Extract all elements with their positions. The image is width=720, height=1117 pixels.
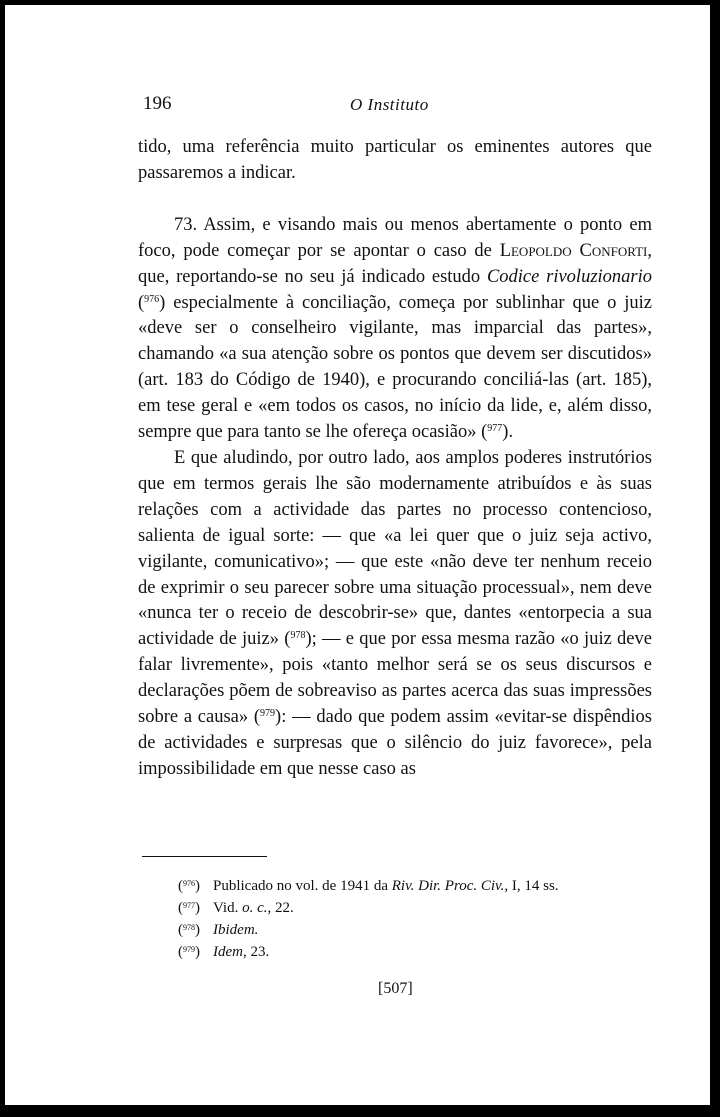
work-title: Codice rivoluzionario xyxy=(486,266,652,287)
document-page xyxy=(5,5,710,1105)
footnotes xyxy=(178,875,658,963)
page-number: 196 xyxy=(143,93,172,114)
footnote-ref: 977 xyxy=(487,423,503,435)
footnote-ref: 976 xyxy=(144,293,160,305)
footnote-ref: 978 xyxy=(290,630,306,642)
footnote-number: ($^{978}$) xyxy=(178,922,200,938)
body-text xyxy=(138,135,652,783)
footnote-text: , I, 14 ss. xyxy=(504,878,559,894)
footnote-italic: Idem xyxy=(213,944,243,960)
paragraph-text: , que, reportando-se no seu já indicado estudo xyxy=(138,240,652,287)
paragraph-text: E que aludindo, por outro lado, aos amplos poderes instrutórios que em termos gerais lhe são modernamente atribuídos e às suas relações com a actividade das partes no processo contencioso, salienta de igual sorte: — que «a lei quer que o juiz seja activo, vigilante, comunicativo»; — que este «não deve ter nenhum receio de exprimir o seu parecer sobre uma situação processual», nem deve «nunca ter o receio de descobrir-se» que, dantes «entorpecia a sua actividade de juiz» ( xyxy=(138,447,652,650)
paragraph-text: ) especialmente à conciliação, começa por sublinhar que o juiz «deve ser o conselheiro vigilante, mas imparcial das partes», chamando «a sua atenção sobre os pontos que devem ser discutidos» (art. 183 do Código de 1940), e procurando conciliá-las (art. 185), em tese geral e «em todos os casos, no início da lide, e, além disso, sempre que para tanto se lhe ofereça ocasião» ( xyxy=(138,292,652,443)
footnote-text: Vid. xyxy=(213,900,243,916)
footnote-italic: o. c. xyxy=(242,900,268,916)
footnote-text: , 23. xyxy=(243,944,270,960)
footnote-number: ($^{976}$) xyxy=(178,878,200,894)
footnote-number: ($^{977}$) xyxy=(178,900,200,916)
paragraph-text: tido, uma referência muito particular os eminentes autores que passaremos a indicar. xyxy=(138,137,652,183)
page-header xyxy=(138,93,656,123)
footnote-divider xyxy=(142,856,267,857)
footnote xyxy=(178,919,658,941)
paragraph-73 xyxy=(138,213,652,446)
footnote-italic: Riv. Dir. Proc. Civ. xyxy=(391,878,505,894)
footnote xyxy=(178,897,658,919)
paragraph-text: ). xyxy=(502,422,514,443)
footnote-italic: Ibidem. xyxy=(213,922,259,938)
paragraph-text: ( xyxy=(138,292,145,313)
footnote-ref: 979 xyxy=(260,708,276,720)
paragraph-continuation xyxy=(138,135,652,187)
paragraph xyxy=(138,446,652,783)
footnote xyxy=(178,941,658,963)
footnote-text: , 22. xyxy=(267,900,294,916)
paragraph-text: ); — e que por essa mesma razão «o juiz deve falar livremente», pois «tanto melhor será se os seus discursos e declarações põem de sobreaviso as partes acerca das suas impressões sobre a causa» ( xyxy=(138,629,652,728)
sheet-number: [507] xyxy=(378,980,413,997)
footnote-number: ($^{979}$) xyxy=(178,944,200,960)
running-head: O Instituto xyxy=(350,95,429,114)
paragraph-text: ): — dado que podem assim «evitar-se dispêndios de actividades e surpresas que o silêncio do juiz favorece», pela impossibilidade em que nesse caso as xyxy=(138,707,652,779)
footnote-text: Publicado no vol. de 1941 da xyxy=(213,878,392,894)
author-name: Leopoldo Conforti xyxy=(499,240,648,261)
paragraph-text: 73. Assim, e visando mais ou menos abertamente o ponto em foco, pode começar por se apontar o caso de xyxy=(138,214,652,261)
footnote xyxy=(178,875,658,897)
